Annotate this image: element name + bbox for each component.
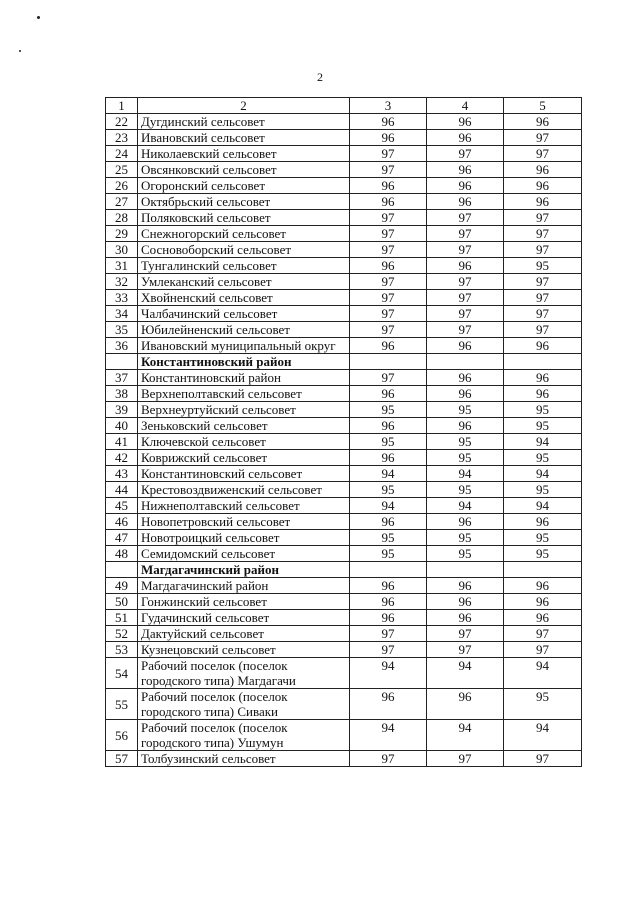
header-cell: 1: [106, 98, 138, 114]
value-col-5: 94: [504, 658, 582, 689]
municipality-name: Овсянковский сельсовет: [138, 162, 350, 178]
page-number: 2: [317, 70, 323, 84]
municipality-name: Юбилейненский сельсовет: [138, 322, 350, 338]
data-table: [105, 97, 582, 767]
value-col-3: 97: [350, 322, 427, 338]
value-col-5: 97: [504, 306, 582, 322]
empty-cell: [350, 354, 427, 370]
table-row: [106, 498, 582, 514]
value-col-3: 95: [350, 402, 427, 418]
value-col-5: 95: [504, 258, 582, 274]
table-row: [106, 258, 582, 274]
value-col-3: 94: [350, 498, 427, 514]
value-col-4: 96: [427, 258, 504, 274]
empty-cell: [427, 562, 504, 578]
value-col-5: 96: [504, 578, 582, 594]
row-number: 36: [106, 338, 138, 354]
value-col-4: 96: [427, 178, 504, 194]
value-col-4: 97: [427, 290, 504, 306]
municipality-name: Верхнеполтавский сельсовет: [138, 386, 350, 402]
value-col-4: 97: [427, 626, 504, 642]
value-col-3: 97: [350, 751, 427, 767]
table-row: [106, 610, 582, 626]
value-col-4: 94: [427, 466, 504, 482]
value-col-4: 94: [427, 720, 504, 751]
value-col-4: 97: [427, 306, 504, 322]
value-col-4: 95: [427, 434, 504, 450]
value-col-3: 96: [350, 114, 427, 130]
value-col-5: 96: [504, 114, 582, 130]
row-number: 56: [106, 720, 138, 751]
value-col-4: 97: [427, 226, 504, 242]
table-row: [106, 178, 582, 194]
empty-cell: [504, 354, 582, 370]
table-row: [106, 594, 582, 610]
municipality-name: Коврижский сельсовет: [138, 450, 350, 466]
value-col-3: 96: [350, 594, 427, 610]
row-number: 34: [106, 306, 138, 322]
municipality-name: Чалбачинский сельсовет: [138, 306, 350, 322]
row-number: 41: [106, 434, 138, 450]
value-col-3: 94: [350, 658, 427, 689]
municipality-name: Николаевский сельсовет: [138, 146, 350, 162]
table-row: [106, 274, 582, 290]
table-row: [106, 322, 582, 338]
municipality-name: Нижнеполтавский сельсовет: [138, 498, 350, 514]
row-number: 53: [106, 642, 138, 658]
value-col-4: 95: [427, 530, 504, 546]
value-col-5: 96: [504, 610, 582, 626]
value-col-3: 97: [350, 226, 427, 242]
value-col-4: 96: [427, 514, 504, 530]
municipality-name: Рабочий поселок (поселок городского типа) Магдагачи: [138, 658, 350, 689]
value-col-3: 95: [350, 482, 427, 498]
row-number: 48: [106, 546, 138, 562]
value-col-5: 94: [504, 720, 582, 751]
table-row: [106, 306, 582, 322]
table-row: [106, 626, 582, 642]
value-col-4: 96: [427, 578, 504, 594]
value-col-3: 97: [350, 626, 427, 642]
value-col-4: 96: [427, 418, 504, 434]
municipality-name: Верхнеуртуйский сельсовет: [138, 402, 350, 418]
value-col-4: 96: [427, 130, 504, 146]
table-row: [106, 370, 582, 386]
value-col-4: 96: [427, 162, 504, 178]
value-col-3: 96: [350, 418, 427, 434]
municipality-name: Константиновский сельсовет: [138, 466, 350, 482]
table-row: [106, 578, 582, 594]
value-col-5: 96: [504, 162, 582, 178]
section-title: Магдагачинский район: [138, 562, 350, 578]
value-col-5: 97: [504, 130, 582, 146]
municipality-name: Магдагачинский район: [138, 578, 350, 594]
scan-speck: [37, 16, 40, 19]
table-row: [106, 338, 582, 354]
value-col-5: 96: [504, 370, 582, 386]
row-number: 32: [106, 274, 138, 290]
table-row: [106, 482, 582, 498]
row-number: 47: [106, 530, 138, 546]
municipality-name: Дугдинский сельсовет: [138, 114, 350, 130]
value-col-5: 96: [504, 514, 582, 530]
header-cell: 5: [504, 98, 582, 114]
value-col-3: 97: [350, 370, 427, 386]
header-cell: 4: [427, 98, 504, 114]
value-col-5: 95: [504, 418, 582, 434]
row-number: 49: [106, 578, 138, 594]
section-title: Константиновский район: [138, 354, 350, 370]
municipality-name: Ключевской сельсовет: [138, 434, 350, 450]
value-col-3: 97: [350, 290, 427, 306]
municipality-name: Толбузинский сельсовет: [138, 751, 350, 767]
municipality-name: Ивановский сельсовет: [138, 130, 350, 146]
value-col-4: 97: [427, 210, 504, 226]
value-col-5: 95: [504, 450, 582, 466]
municipality-name: Дактуйский сельсовет: [138, 626, 350, 642]
value-col-3: 97: [350, 306, 427, 322]
value-col-5: 97: [504, 642, 582, 658]
value-col-3: 97: [350, 274, 427, 290]
empty-cell: [106, 354, 138, 370]
municipality-name: Рабочий поселок (поселок городского типа) Ушумун: [138, 720, 350, 751]
value-col-5: 96: [504, 194, 582, 210]
row-number: 27: [106, 194, 138, 210]
value-col-4: 95: [427, 402, 504, 418]
value-col-5: 97: [504, 322, 582, 338]
value-col-3: 96: [350, 194, 427, 210]
table-row: [106, 658, 582, 689]
value-col-4: 95: [427, 450, 504, 466]
value-col-5: 97: [504, 146, 582, 162]
row-number: 50: [106, 594, 138, 610]
value-col-4: 94: [427, 658, 504, 689]
municipality-name: Поляковский сельсовет: [138, 210, 350, 226]
value-col-5: 94: [504, 466, 582, 482]
value-col-5: 96: [504, 594, 582, 610]
value-col-4: 97: [427, 751, 504, 767]
municipality-name: Умлеканский сельсовет: [138, 274, 350, 290]
table-row: [106, 514, 582, 530]
value-col-5: 94: [504, 498, 582, 514]
row-number: 31: [106, 258, 138, 274]
value-col-4: 97: [427, 274, 504, 290]
municipality-name: Кузнецовский сельсовет: [138, 642, 350, 658]
row-number: 46: [106, 514, 138, 530]
table-row: [106, 530, 582, 546]
header-cell: 3: [350, 98, 427, 114]
municipality-name: Октябрьский сельсовет: [138, 194, 350, 210]
value-col-3: 94: [350, 720, 427, 751]
table-row: [106, 386, 582, 402]
row-number: 43: [106, 466, 138, 482]
value-col-4: 95: [427, 546, 504, 562]
municipality-name: Снежногорский сельсовет: [138, 226, 350, 242]
value-col-4: 97: [427, 642, 504, 658]
value-col-3: 96: [350, 689, 427, 720]
table-row: [106, 434, 582, 450]
value-col-3: 96: [350, 178, 427, 194]
value-col-3: 96: [350, 130, 427, 146]
value-col-3: 97: [350, 642, 427, 658]
value-col-5: 97: [504, 290, 582, 306]
table-row: [106, 210, 582, 226]
table-row: [106, 146, 582, 162]
table-row: [106, 194, 582, 210]
value-col-5: 94: [504, 434, 582, 450]
value-col-5: 95: [504, 530, 582, 546]
municipality-name: Гудачинский сельсовет: [138, 610, 350, 626]
municipality-name: Константиновский район: [138, 370, 350, 386]
row-number: 57: [106, 751, 138, 767]
header-cell: 2: [138, 98, 350, 114]
value-col-5: 95: [504, 482, 582, 498]
value-col-5: 95: [504, 402, 582, 418]
row-number: 26: [106, 178, 138, 194]
municipality-name: Новотроицкий сельсовет: [138, 530, 350, 546]
municipality-name: Новопетровский сельсовет: [138, 514, 350, 530]
municipality-name: Огоронский сельсовет: [138, 178, 350, 194]
scan-speck: [19, 50, 21, 52]
municipality-name: Тунгалинский сельсовет: [138, 258, 350, 274]
value-col-3: 97: [350, 162, 427, 178]
row-number: 29: [106, 226, 138, 242]
value-col-5: 95: [504, 546, 582, 562]
value-col-5: 97: [504, 242, 582, 258]
value-col-3: 96: [350, 450, 427, 466]
row-number: 44: [106, 482, 138, 498]
row-number: 39: [106, 402, 138, 418]
table-row: [106, 226, 582, 242]
value-col-4: 96: [427, 370, 504, 386]
value-col-5: 97: [504, 626, 582, 642]
table-row: [106, 114, 582, 130]
value-col-4: 96: [427, 689, 504, 720]
row-number: 33: [106, 290, 138, 306]
row-number: 28: [106, 210, 138, 226]
table-row: [106, 162, 582, 178]
row-number: 24: [106, 146, 138, 162]
row-number: 37: [106, 370, 138, 386]
municipality-name: Рабочий поселок (поселок городского типа) Сиваки: [138, 689, 350, 720]
value-col-5: 97: [504, 226, 582, 242]
value-col-5: 96: [504, 178, 582, 194]
value-col-3: 96: [350, 258, 427, 274]
table-row: [106, 720, 582, 751]
value-col-3: 97: [350, 242, 427, 258]
row-number: 54: [106, 658, 138, 689]
municipality-name: Крестовоздвиженский сельсовет: [138, 482, 350, 498]
value-col-3: 94: [350, 466, 427, 482]
value-col-3: 96: [350, 386, 427, 402]
value-col-3: 96: [350, 610, 427, 626]
row-number: 40: [106, 418, 138, 434]
municipality-name: Семидомский сельсовет: [138, 546, 350, 562]
table-row: [106, 642, 582, 658]
table-row: [106, 466, 582, 482]
municipality-name: Сосновоборский сельсовет: [138, 242, 350, 258]
municipality-name: Зеньковский сельсовет: [138, 418, 350, 434]
empty-cell: [350, 562, 427, 578]
empty-cell: [427, 354, 504, 370]
value-col-5: 97: [504, 210, 582, 226]
municipality-name: Гонжинский сельсовет: [138, 594, 350, 610]
value-col-4: 97: [427, 146, 504, 162]
value-col-3: 95: [350, 530, 427, 546]
municipality-name: Ивановский муниципальный округ: [138, 338, 350, 354]
row-number: 23: [106, 130, 138, 146]
row-number: 38: [106, 386, 138, 402]
table-row: [106, 402, 582, 418]
value-col-4: 96: [427, 114, 504, 130]
table-row: [106, 130, 582, 146]
table-row: [106, 450, 582, 466]
value-col-4: 97: [427, 322, 504, 338]
value-col-5: 96: [504, 386, 582, 402]
table-row: [106, 546, 582, 562]
value-col-5: 95: [504, 689, 582, 720]
value-col-3: 95: [350, 546, 427, 562]
table-row: [106, 290, 582, 306]
value-col-4: 96: [427, 338, 504, 354]
section-row: [106, 562, 582, 578]
value-col-3: 97: [350, 146, 427, 162]
value-col-4: 96: [427, 386, 504, 402]
empty-cell: [504, 562, 582, 578]
row-number: 35: [106, 322, 138, 338]
value-col-4: 95: [427, 482, 504, 498]
row-number: 51: [106, 610, 138, 626]
table-row: [106, 689, 582, 720]
value-col-5: 97: [504, 274, 582, 290]
value-col-4: 96: [427, 610, 504, 626]
value-col-4: 97: [427, 242, 504, 258]
municipality-name: Хвойненский сельсовет: [138, 290, 350, 306]
row-number: 30: [106, 242, 138, 258]
table-row: [106, 418, 582, 434]
row-number: 45: [106, 498, 138, 514]
value-col-3: 96: [350, 578, 427, 594]
row-number: 42: [106, 450, 138, 466]
value-col-3: 95: [350, 434, 427, 450]
empty-cell: [106, 562, 138, 578]
row-number: 55: [106, 689, 138, 720]
value-col-5: 97: [504, 751, 582, 767]
value-col-3: 96: [350, 338, 427, 354]
value-col-4: 96: [427, 594, 504, 610]
row-number: 52: [106, 626, 138, 642]
value-col-4: 96: [427, 194, 504, 210]
table-row: [106, 242, 582, 258]
value-col-4: 94: [427, 498, 504, 514]
value-col-3: 96: [350, 514, 427, 530]
table-row: [106, 751, 582, 767]
section-row: [106, 354, 582, 370]
row-number: 25: [106, 162, 138, 178]
value-col-3: 97: [350, 210, 427, 226]
row-number: 22: [106, 114, 138, 130]
value-col-5: 96: [504, 338, 582, 354]
table-header-row: [106, 98, 582, 114]
